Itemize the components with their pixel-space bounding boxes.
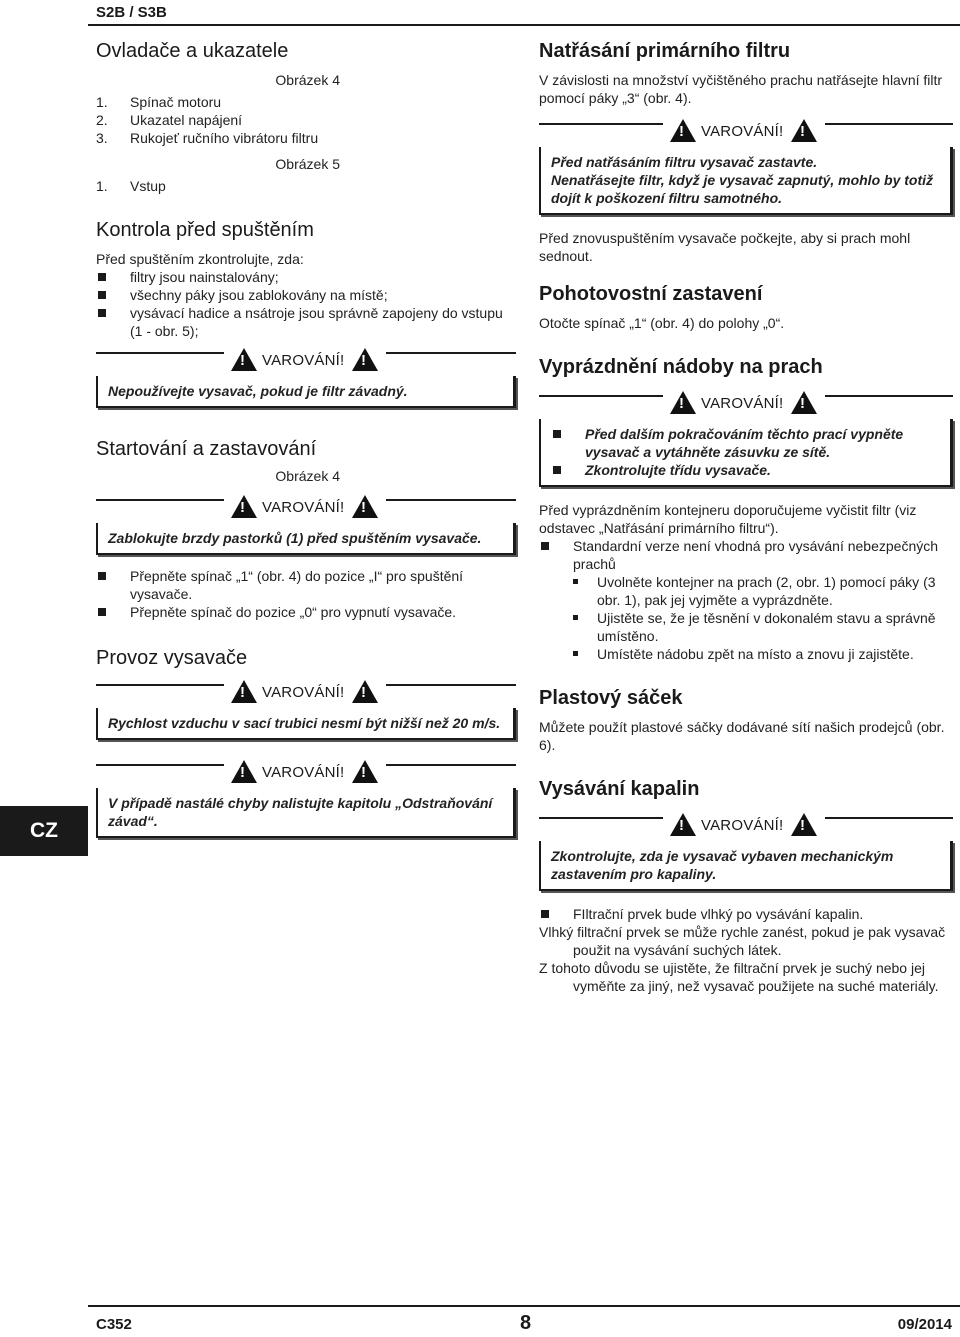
warning-triangle-icon <box>791 119 817 142</box>
right-column <box>539 40 953 995</box>
warning-label: VAROVÁNÍ! <box>701 817 784 834</box>
warning-triangle-icon <box>352 348 378 371</box>
warning-triangle-icon <box>231 680 257 703</box>
warning-box-check <box>96 348 516 408</box>
liquid-paragraph: Vlhký filtrační prvek se může rychle zanést, pokud je pak vysavač použit na vysávání suchých látek. <box>539 924 946 958</box>
footer-date: 09/2014 <box>897 1316 952 1333</box>
empty-text: Před vyprázdněním kontejneru doporučujeme vyčistit filtr (viz odstavec „Natřásání primárního filtru“). <box>539 502 917 536</box>
page-number: 8 <box>520 1312 532 1334</box>
warning-box-liquid <box>539 813 953 891</box>
warning-label: VAROVÁNÍ! <box>262 764 345 781</box>
figure-ref-5: Obrázek 5 <box>275 156 340 172</box>
figure-ref-4: Obrázek 4 <box>275 72 340 88</box>
liquid-paragraph: Z tohoto důvodu se ujistěte, že filtrační prvek je suchý nebo jej vyměňte za jiný, než vysavač použijete na suché materiály. <box>539 960 939 994</box>
section-title-shake: Natřásání primárního filtru <box>539 40 791 62</box>
check-intro: Před spuštěním zkontrolujte, zda: <box>96 251 304 267</box>
warning-triangle-icon <box>352 760 378 783</box>
warning-triangle-icon <box>670 813 696 836</box>
warning-box-fault <box>96 760 516 838</box>
controls-list <box>96 93 516 147</box>
warning-box-shake <box>539 119 953 215</box>
warning-triangle-icon <box>231 348 257 371</box>
warning-label: VAROVÁNÍ! <box>701 123 784 140</box>
list-item: 3. Rukojeť ručního vibrátoru filtru <box>96 130 319 146</box>
list-item: Standardní verze není vhodná pro vysávání nebezpečných prachů <box>539 537 953 573</box>
warning-label: VAROVÁNÍ! <box>262 499 345 516</box>
warning-text: Zkontrolujte, zda je vysavač vybaven mechanickým zastavením pro kapaliny. <box>551 848 894 882</box>
warning-box-start <box>96 495 516 555</box>
warning-triangle-icon <box>670 391 696 414</box>
bag-text: Můžete použít plastové sáčky dodávané sítí našich prodejců (obr. 6). <box>539 719 945 753</box>
footer-rule <box>88 1305 960 1307</box>
warning-box-empty <box>539 391 953 487</box>
language-tab: CZ <box>0 806 88 856</box>
warning-triangle-icon <box>352 680 378 703</box>
warning-text: Zablokujte brzdy pastorků (1) před spuštěním vysavače. <box>108 530 482 546</box>
warning-text: Zkontrolujte třídu vysavače. <box>551 461 940 479</box>
warning-triangle-icon <box>791 813 817 836</box>
section-title-standby: Pohotovostní zastavení <box>539 283 763 305</box>
warning-text: Rychlost vzduchu v sací trubici nesmí být nižší než 20 m/s. <box>108 715 501 731</box>
footer-model: C352 <box>96 1316 132 1333</box>
warning-label: VAROVÁNÍ! <box>701 395 784 412</box>
warning-label: VAROVÁNÍ! <box>262 684 345 701</box>
warning-text: Nenatřásejte filtr, když je vysavač zapnutý, mohlo by totiž dojít k poškození filtru samotného. <box>551 172 934 206</box>
section-title-operation: Provoz vysavače <box>96 647 248 669</box>
list-item: Přepněte spínač „1“ (obr. 4) do pozice „I“ pro spuštění vysavače. <box>96 567 516 603</box>
list-item: Ujistěte se, že je těsnění v dokonalém stavu a správně umístěno. <box>539 609 953 645</box>
list-item: Přepněte spínač do pozice „0“ pro vypnutí vysavače. <box>96 603 516 621</box>
list-item: 2. Ukazatel napájení <box>96 112 243 128</box>
warning-triangle-icon <box>791 391 817 414</box>
section-title-bag: Plastový sáček <box>539 687 683 709</box>
warning-box-operation <box>96 680 516 740</box>
warning-triangle-icon <box>352 495 378 518</box>
standby-text: Otočte spínač „1“ (obr. 4) do polohy „0“. <box>539 315 785 331</box>
warning-triangle-icon <box>231 495 257 518</box>
figure-ref-4b: Obrázek 4 <box>275 468 340 484</box>
warning-text: Před dalším pokračováním těchto prací vypněte vysavač a vytáhněte zásuvku ze sítě. <box>551 425 940 461</box>
warning-triangle-icon <box>231 760 257 783</box>
warning-text: Nepoužívejte vysavač, pokud je filtr závadný. <box>108 383 408 399</box>
warning-text: Před natřásáním filtru vysavač zastavte. <box>551 154 818 170</box>
header-rule <box>88 24 960 26</box>
shake-text: V závislosti na množství vyčištěného prachu natřásejte hlavní filtr pomocí páky „3“ (obr. 4). <box>539 72 943 106</box>
warning-label: VAROVÁNÍ! <box>262 352 345 369</box>
warning-text: V případě nastálé chyby nalistujte kapitolu „Odstraňování závad“. <box>108 795 493 829</box>
section-title-liquid: Vysávání kapalin <box>539 778 700 800</box>
list-item: Uvolněte kontejner na prach (2, obr. 1) pomocí páky (3 obr. 1), pak jej vyjměte a vyprázdněte. <box>539 573 953 609</box>
list-item: všechny páky jsou zablokovány na místě; <box>96 286 516 304</box>
section-title-controls: Ovladače a ukazatele <box>96 40 289 62</box>
list-item: 1. Spínač motoru <box>96 94 222 110</box>
list-item: filtry jsou nainstalovány; <box>96 268 516 286</box>
left-column <box>96 40 516 838</box>
list-item: vysávací hadice a nsátroje jsou správně zapojeny do vstupu (1 - obr. 5); <box>96 304 516 340</box>
fig5-list <box>96 177 516 195</box>
shake-after-text: Před znovuspuštěním vysavače počkejte, aby si prach mohl sednout. <box>539 230 911 264</box>
section-title-check: Kontrola před spuštěním <box>96 219 314 241</box>
section-title-empty: Vyprázdnění nádoby na prach <box>539 356 823 378</box>
document-header: S2B / S3B <box>96 4 167 21</box>
list-item: Umístěte nádobu zpět na místo a znovu ji zajistěte. <box>539 645 953 663</box>
section-title-start: Startování a zastavování <box>96 438 317 460</box>
list-item: 1. Vstup <box>96 178 166 194</box>
list-item: FIltrační prvek bude vlhký po vysávání kapalin. <box>539 905 953 923</box>
warning-triangle-icon <box>670 119 696 142</box>
